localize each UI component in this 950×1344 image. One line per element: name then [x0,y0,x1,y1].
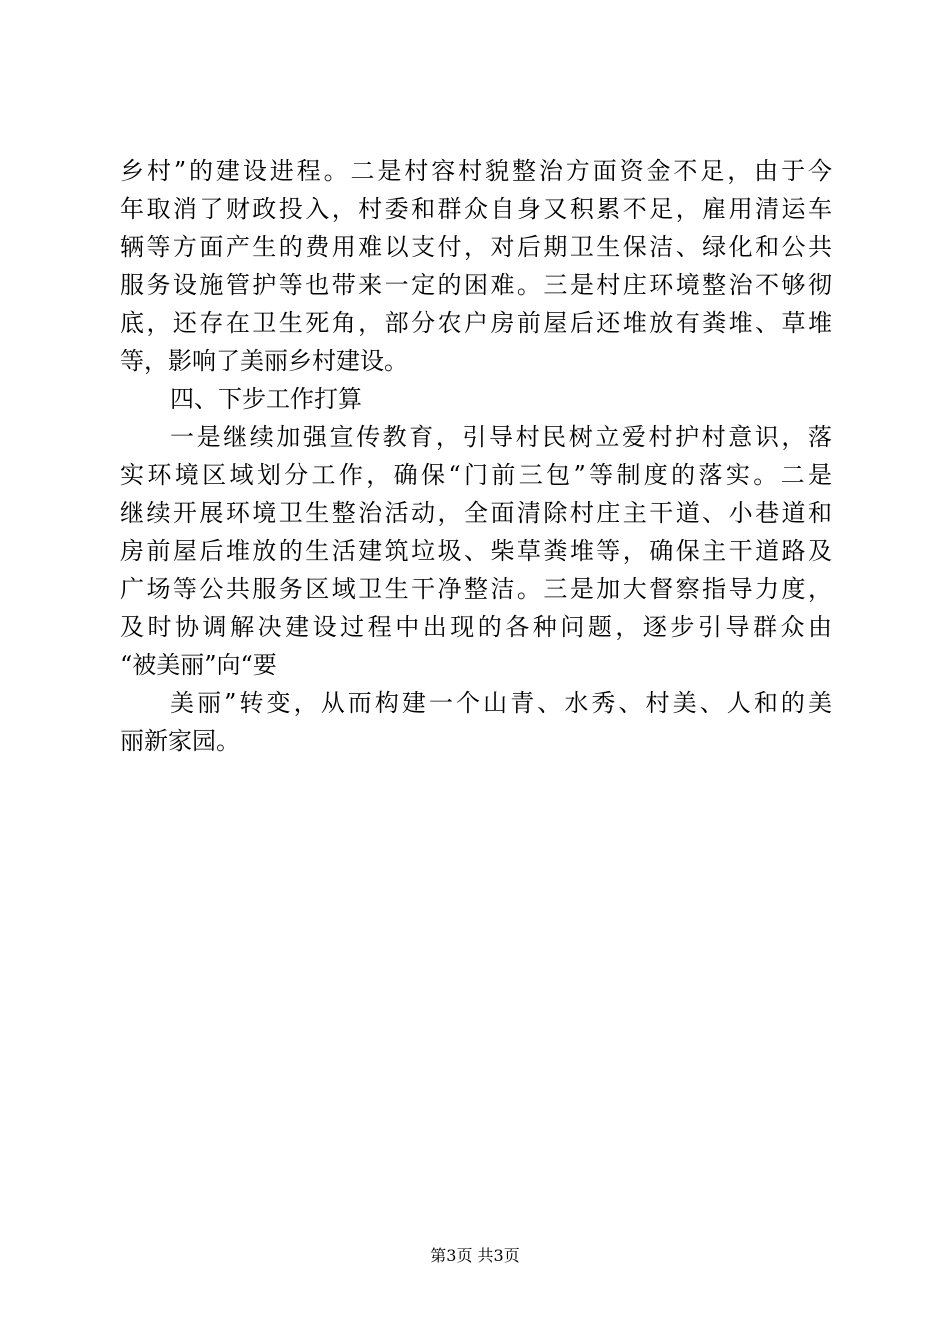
section-heading: 四、下步工作打算 [170,385,362,413]
page-indicator: 第3页 共3页 [430,1246,520,1265]
paragraph-line: 乡村”的建设进程。二是村容村貌整治方面资金不足，由于今 [120,157,832,185]
paragraph-line: 年取消了财政投入，村委和群众自身又积累不足，雇用清运车 [120,195,832,223]
paragraph-line: 实环境区域划分工作，确保“门前三包”等制度的落实。二是 [120,461,832,489]
paragraph-line: 等，影响了美丽乡村建设。 [120,347,408,375]
paragraph-line: 继续开展环境卫生整治活动，全面清除村庄主干道、小巷道和 [120,499,832,527]
paragraph-3 [120,684,832,760]
paragraph-line: 广场等公共服务区域卫生干净整洁。三是加大督察指导力度， [120,575,832,603]
paragraph-line: “被美丽”向“要 [120,651,277,679]
paragraph-line: 底，还存在卫生死角，部分农户房前屋后还堆放有粪堆、草堆 [120,309,832,337]
paragraph-line: 及时协调解决建设过程中出现的各种问题，逐步引导群众由 [120,613,832,641]
paragraph-1 [120,152,832,380]
page-footer [0,1244,950,1268]
paragraph-line: 辆等方面产生的费用难以支付，对后期卫生保洁、绿化和公共 [120,233,832,261]
paragraph-line: 美丽”转变，从而构建一个山青、水秀、村美、人和的美 [170,689,832,717]
paragraph-line: 服务设施管护等也带来一定的困难。三是村庄环境整治不够彻 [120,271,832,299]
paragraph-line: 一是继续加强宣传教育，引导村民树立爱村护村意识，落 [170,423,832,451]
document-body [120,152,832,760]
paragraph-line: 房前屋后堆放的生活建筑垃圾、柴草粪堆等，确保主干道路及 [120,537,832,565]
paragraph-line: 丽新家园。 [120,727,240,755]
paragraph-2 [120,418,832,684]
